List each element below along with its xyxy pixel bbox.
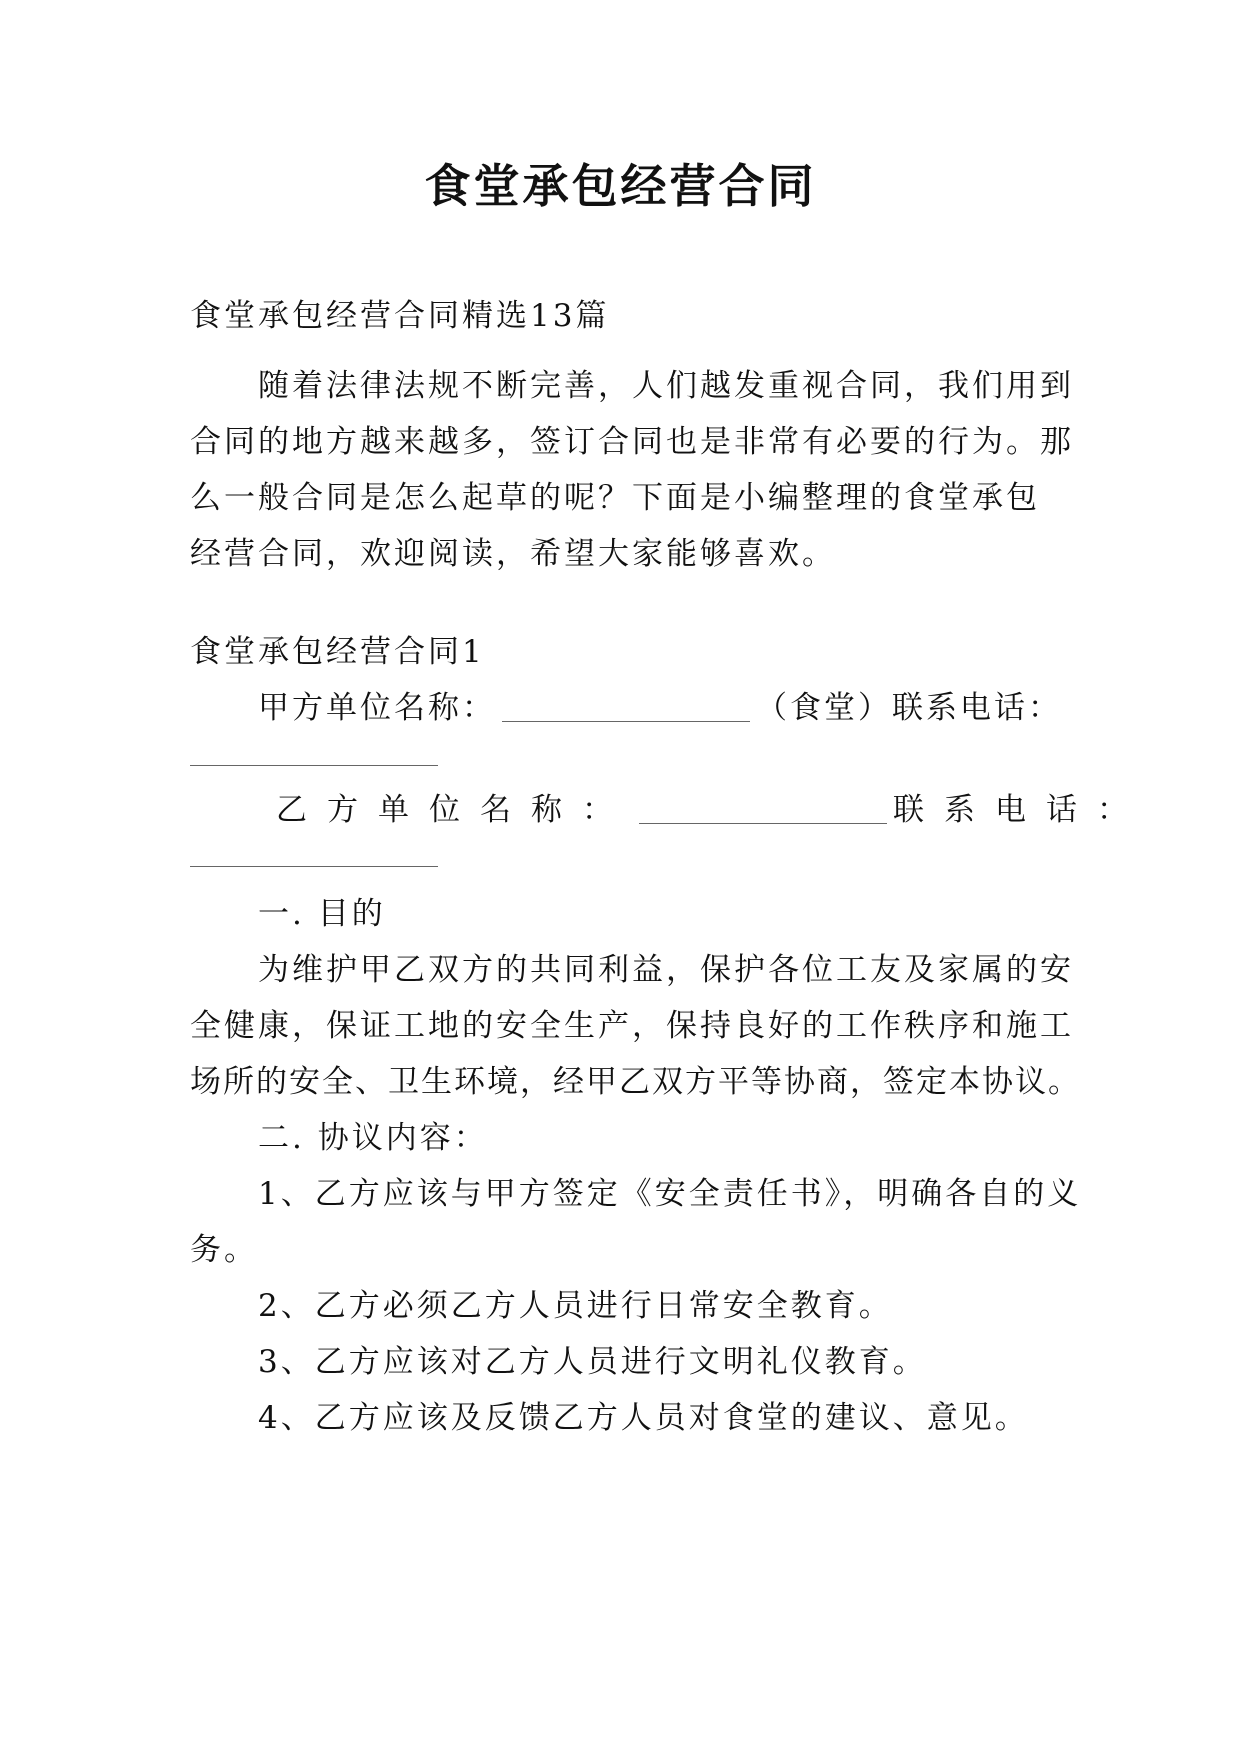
party-b-name-blank	[639, 821, 887, 824]
section-heading: 食堂承包经营合同1	[190, 634, 485, 670]
intro-line: 随着法律法规不断完善，人们越发重视合同，我们用到	[258, 368, 1074, 404]
section2-item: 1、乙方应该与甲方签定《安全责任书》，明确各自的义	[258, 1176, 1082, 1212]
section1-line: 场所的安全、卫生环境，经甲乙双方平等协商，签定本协议。	[190, 1064, 1081, 1100]
party-a-line	[258, 688, 1060, 728]
party-b-phone-blank	[190, 866, 438, 867]
party-b-label: 乙方单位名称：	[276, 792, 633, 828]
party-a-label: 甲方单位名称：	[258, 690, 496, 726]
intro-line: 经营合同，欢迎阅读，希望大家能够喜欢。	[190, 536, 836, 572]
section1-line: 为维护甲乙双方的共同利益，保护各位工友及家属的安	[258, 952, 1074, 988]
section2-item: 3、乙方应该对乙方人员进行文明礼仪教育。	[258, 1344, 927, 1380]
party-b-line	[276, 790, 1148, 830]
party-b-phone-label: 联系电话：	[893, 792, 1148, 828]
section2-item: 2、乙方必须乙方人员进行日常安全教育。	[258, 1288, 893, 1324]
intro-line: 合同的地方越来越多，签订合同也是非常有必要的行为。那	[190, 424, 1074, 460]
section2-item: 务。	[190, 1232, 258, 1268]
section2-heading: 二. 协议内容：	[258, 1120, 488, 1156]
intro-line: 么一般合同是怎么起草的呢？下面是小编整理的食堂承包	[190, 480, 1040, 516]
party-a-phone-blank	[190, 765, 438, 766]
document-title: 食堂承包经营合同	[424, 159, 817, 213]
section1-line: 全健康，保证工地的安全生产，保持良好的工作秩序和施工	[190, 1008, 1074, 1044]
section2-item: 4、乙方应该及反馈乙方人员对食堂的建议、意见。	[258, 1400, 1029, 1436]
party-a-suffix: （食堂）联系电话：	[756, 690, 1062, 726]
document-subtitle: 食堂承包经营合同精选13篇	[190, 298, 610, 334]
party-a-name-blank	[502, 719, 750, 722]
section1-heading: 一. 目的	[258, 896, 386, 932]
